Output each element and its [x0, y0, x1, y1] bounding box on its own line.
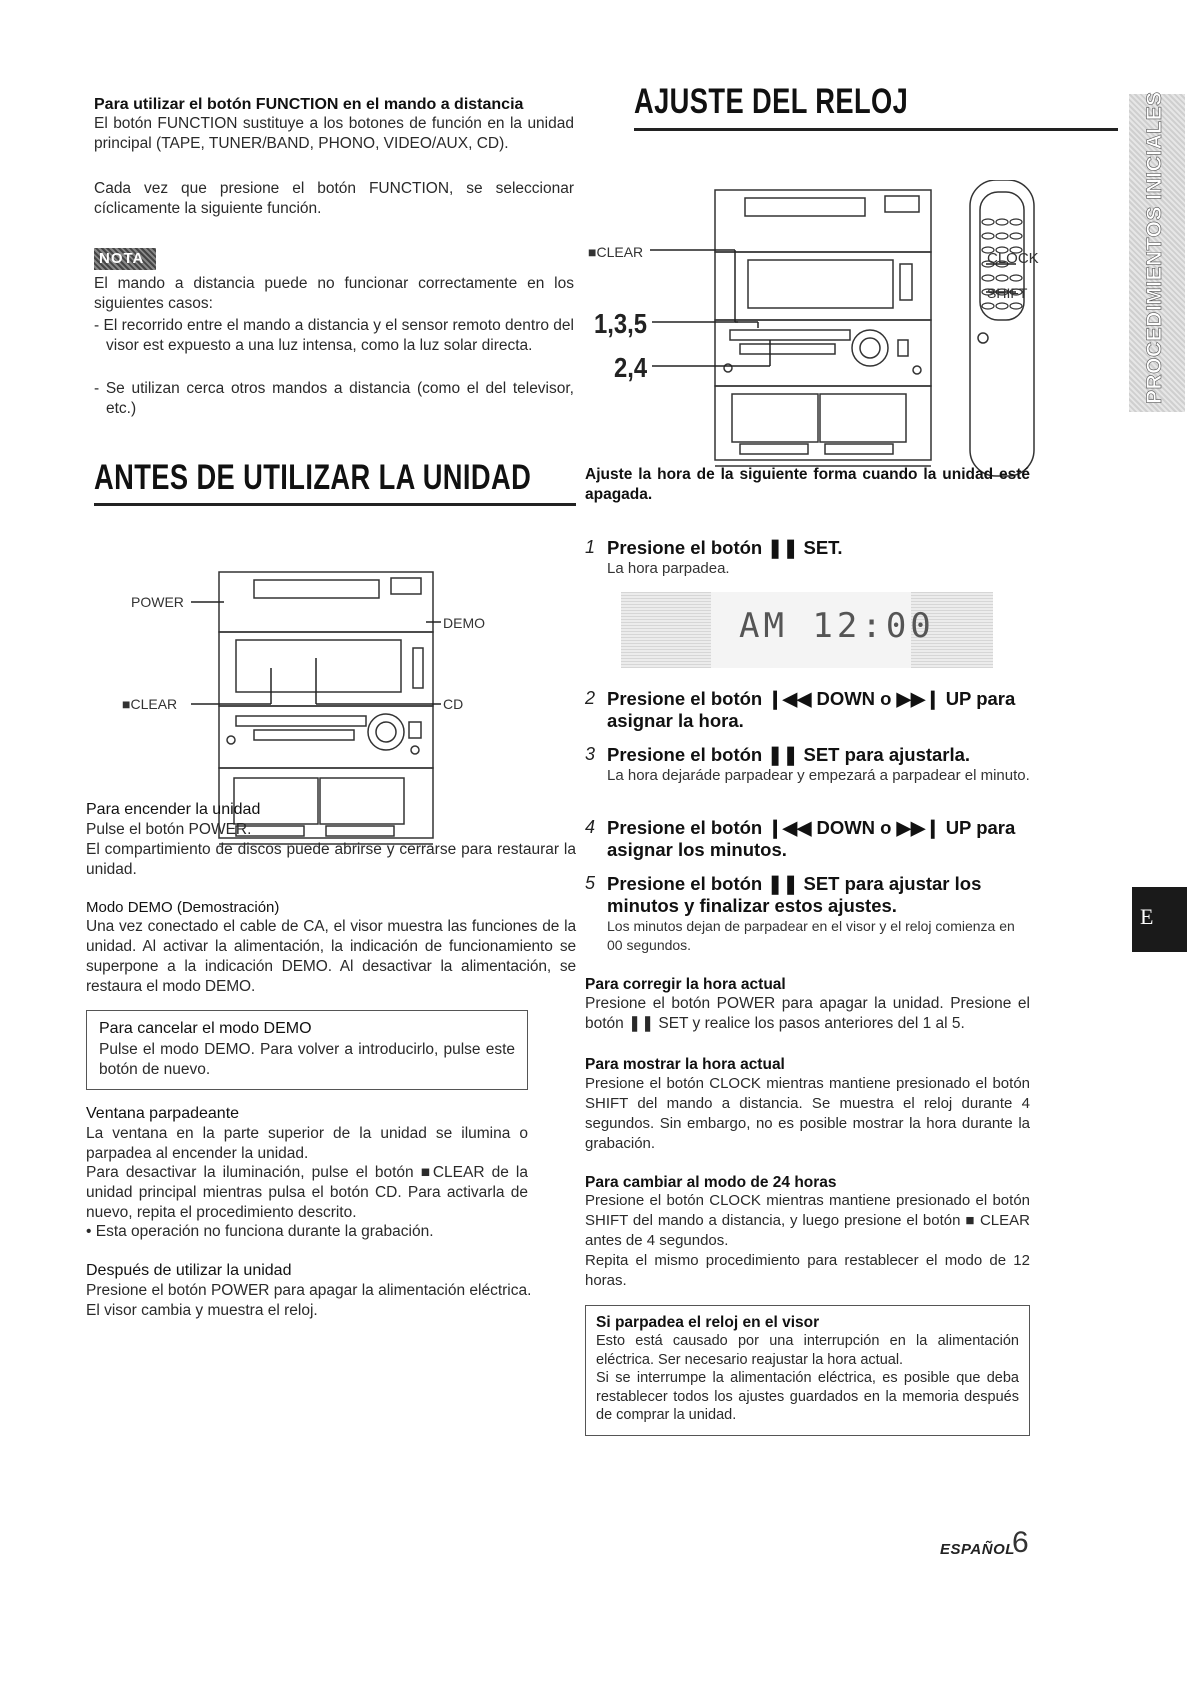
step-5-desc: Los minutos dejan de parpadear en el visor y el reloj comienza en 00 segundos. — [607, 918, 1015, 953]
label-cd: CD — [443, 696, 464, 712]
box-heading: Si parpadea el reloj en el visor — [596, 1314, 820, 1331]
label-demo: DEMO — [443, 615, 485, 631]
language-tab — [1132, 887, 1187, 952]
cambiar-paragraph-1: Presione el botón CLOCK mientras mantiene presionado el botón SHIFT del mando a distancia, y luego presione el botón ■ CLEAR antes de 4 segundos. — [585, 1192, 1030, 1249]
encender-paragraph-1: Pulse el botón POWER. — [86, 821, 252, 838]
cambiar-heading: Para cambiar al modo de 24 horas — [585, 1174, 837, 1191]
clock-display-text: AM 12:00 — [739, 606, 935, 646]
cancel-demo-box — [86, 1010, 528, 1090]
step-3-number: 3 — [585, 744, 596, 764]
language-tab-letter: E — [1140, 904, 1154, 929]
step-5 — [585, 873, 1030, 955]
cambiar-paragraph-2: Repita el mismo procedimiento para restablecer el modo de 12 horas. — [585, 1252, 1030, 1289]
step-1-desc: La hora parpadea. — [607, 560, 730, 577]
label-power: POWER — [131, 594, 184, 610]
clock-display-panel — [621, 592, 993, 668]
encender-paragraph-2: El compartimiento de discos puede abrirse y cerrarse para restaurar la unidad. — [86, 841, 576, 878]
step-2-number: 2 — [585, 688, 596, 708]
ventana-paragraph-3: • Esta operación no funciona durante la grabación. — [86, 1223, 434, 1240]
footer-language: ESPAÑOL — [940, 1541, 1015, 1558]
cancel-heading: Para cancelar el modo DEMO — [99, 1020, 312, 1037]
nota-paragraph: El mando a distancia puede no funcionar correctamente en los siguientes casos: — [94, 275, 574, 312]
despues-heading: Después de utilizar la unidad — [86, 1262, 292, 1279]
section-rule-ajuste — [634, 128, 1118, 131]
ventana-heading: Ventana parpadeante — [86, 1105, 240, 1122]
demo-heading: Modo DEMO (Demostración) — [86, 899, 280, 916]
step-5-number: 5 — [585, 873, 596, 893]
label-steps-24: 2,4 — [614, 352, 648, 383]
section-rule-antes — [94, 503, 576, 506]
encender-heading: Para encender la unidad — [86, 801, 261, 818]
clock-intro: Ajuste la hora de la siguiente forma cuando la unidad esté apagada. — [585, 466, 1030, 503]
ventana-paragraph-1: La ventana en la parte superior de la unidad se ilumina o parpadea al encender la unidad. — [86, 1125, 528, 1162]
step-1-number: 1 — [585, 537, 596, 557]
clock-setup-diagram — [640, 180, 1070, 480]
step-3-title: Presione el botón ❚❚ SET para ajustarla. — [607, 744, 971, 765]
label-steps-135: 1,3,5 — [594, 308, 647, 339]
side-tab-text: PROCEDIMIENTOS INICIALES — [1143, 91, 1166, 404]
function-paragraph-2: Cada vez que presione el botón FUNCTION, se seleccionar cíclicamente la siguiente función. — [94, 180, 574, 217]
despues-paragraph-2: El visor cambia y muestra el reloj. — [86, 1302, 318, 1319]
step-2-title: Presione el botón ❙◀◀ DOWN o ▶▶❙ UP para asignar la hora. — [607, 688, 1016, 731]
function-paragraph-1: El botón FUNCTION sustituye a los botones de función en la unidad principal (TAPE, TUNER/BAND, PHONO, VIDEO/AUX, CD). — [94, 115, 574, 152]
box-paragraph-1: Esto está causado por una interrupción en la alimentación eléctrica. Ser necesario reajustar la hora actual. — [596, 1333, 1019, 1368]
label-clock: CLOCK — [987, 250, 1039, 267]
ventana-paragraph-2: Para desactivar la iluminación, pulse el botón ■CLEAR de la unidad principal mientras pulsa el botón CD. Para activarla de nuevo, repita el procedimiento descrito. — [86, 1164, 528, 1221]
demo-paragraph: Una vez conectado el cable de CA, el visor muestra las funciones de la unidad. Al activar la alimentación, la indicación de funcionamiento se superpone a la indicación DEMO. Al desactivar la alimentación, se restaura el modo DEMO. — [86, 918, 576, 995]
step-1-title: Presione el botón ❚❚ SET. — [607, 537, 843, 558]
despues-paragraph-1: Presione el botón POWER para apagar la alimentación eléctrica. — [86, 1282, 532, 1299]
nota-item-2: - Se utilizan cerca otros mandos a distancia (como el del televisor, etc.) — [94, 380, 574, 417]
section-title-antes: ANTES DE UTILIZAR LA UNIDAD — [94, 458, 532, 497]
nota-badge — [94, 248, 156, 270]
box-paragraph-2: Si se interrumpe la alimentación eléctrica, es posible que deba restablecer todos los ajustes guardados en la memoria después de comprar la unidad. — [596, 1370, 1019, 1423]
step-2 — [585, 688, 1030, 732]
step-1 — [585, 537, 1030, 579]
nota-item-1: - El recorrido entre el mando a distancia y el sensor remoto dentro del visor est expuesto a una luz intensa, como la luz solar directa. — [94, 317, 574, 354]
step-4-number: 4 — [585, 817, 596, 837]
page-number: 6 — [1012, 1526, 1029, 1559]
corregir-paragraph: Presione el botón POWER para apagar la unidad. Presione el botón ❚❚ SET y realice los pasos anteriores del 1 al 5. — [585, 995, 1030, 1032]
cancel-paragraph: Pulse el modo DEMO. Para volver a introducirlo, pulse este botón de nuevo. — [99, 1041, 515, 1078]
step-5-title: Presione el botón ❚❚ SET para ajustar los minutos y finalizar estos ajustes. — [607, 873, 982, 916]
section-side-tab — [1129, 91, 1185, 412]
clock-blink-box — [585, 1305, 1030, 1436]
step-3 — [585, 744, 1030, 786]
function-heading: Para utilizar el botón FUNCTION en el mando a distancia — [94, 96, 524, 113]
label-clear-right: ■CLEAR — [588, 244, 644, 260]
nota-label: NOTA — [99, 250, 145, 267]
mostrar-paragraph: Presione el botón CLOCK mientras mantiene presionado el botón SHIFT del mando a distancia. Se muestra el reloj durante 4 segundos. Sin embargo, no es posible mostrar la hora durante la grabación. — [585, 1075, 1030, 1152]
label-shift: SHIFT — [987, 285, 1028, 301]
step-3-desc: La hora dejaráde parpadear y empezará a parpadear el minuto. — [607, 767, 1030, 784]
section-title-ajuste: AJUSTE DEL RELOJ — [634, 82, 909, 121]
step-4 — [585, 817, 1030, 861]
step-4-title: Presione el botón ❙◀◀ DOWN o ▶▶❙ UP para asignar los minutos. — [607, 817, 1016, 860]
corregir-heading: Para corregir la hora actual — [585, 976, 786, 993]
label-clear: ■CLEAR — [122, 696, 178, 712]
mostrar-heading: Para mostrar la hora actual — [585, 1056, 785, 1073]
